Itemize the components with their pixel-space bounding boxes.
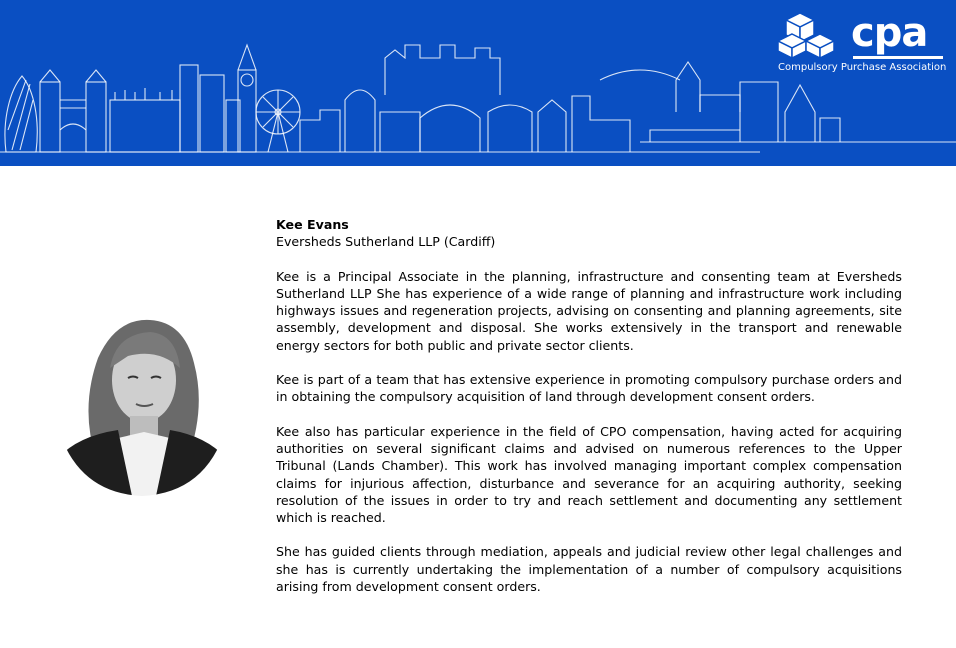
logo-subtitle: Compulsory Purchase Association: [778, 62, 947, 73]
header-banner: [0, 0, 956, 166]
logo-wordmark: cpa: [851, 10, 928, 56]
bio-paragraph-3: Kee also has particular experience in the field of CPO compensation, having acted for acquiring authorities on several significant claims and advised on numerous references to the Upper Tribunal (Lands Chamber). This work has involved managing important complex compensation claims for injurious affection, disturbance and severance for an acquiring authority, seeking resolution of the issues in order to try and reach settlement and documenting any settlement which is reached.: [276, 423, 902, 526]
cpa-logo: [778, 12, 950, 82]
bio-paragraph-4: She has guided clients through mediation, appeals and judicial review other legal challenges and she has is currently undertaking the implementation of a number of compulsory acquisitions arising from development consent orders.: [276, 544, 902, 595]
logo-underline: [853, 56, 943, 59]
profile-content: [276, 216, 902, 612]
profile-name: Kee Evans: [276, 217, 349, 232]
cubes-logo-icon: [778, 12, 844, 58]
profile-photo: [58, 308, 226, 496]
profile-firm: Eversheds Sutherland LLP (Cardiff): [276, 234, 496, 250]
bio-paragraph-2: Kee is part of a team that has extensive experience in promoting compulsory purchase orders and in obtaining the compulsory acquisition of land through development consent orders.: [276, 372, 902, 405]
bio-paragraph-1: Kee is a Principal Associate in the planning, infrastructure and consenting team at Eversheds Sutherland LLP She has experience of a wide range of planning and infrastructure work including highways issues and regeneration projects, advising on consenting and planning agreements, site assembly, development and disposal. She works extensively in the transport and renewable energy sectors for both public and private sector clients.: [276, 268, 902, 353]
